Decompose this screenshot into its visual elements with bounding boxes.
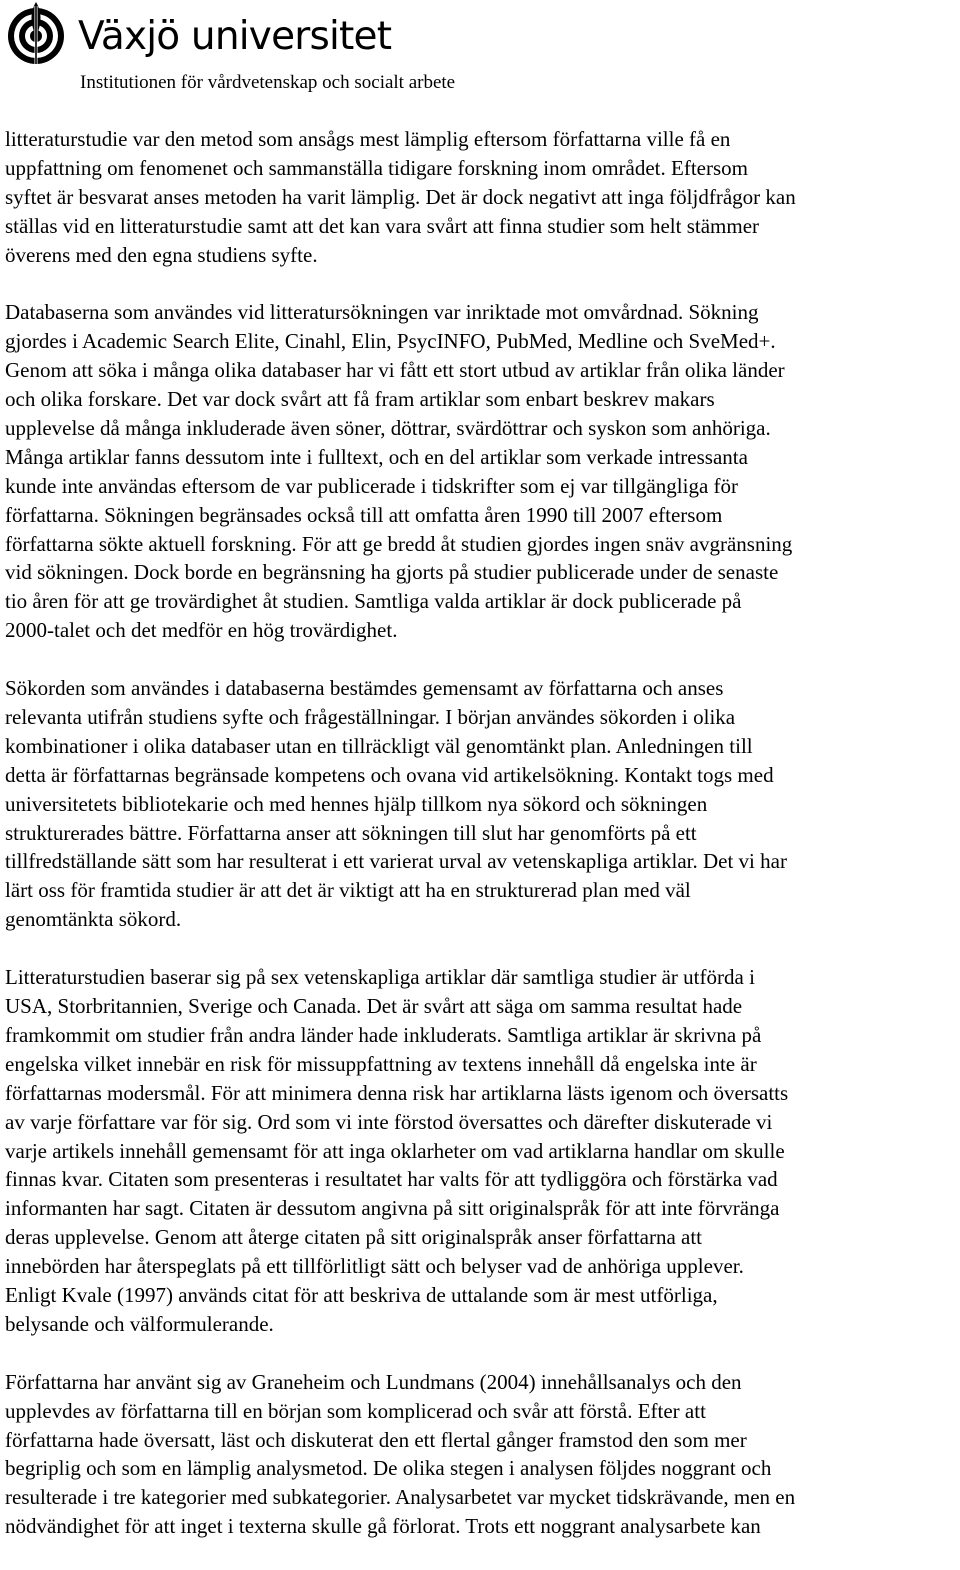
text-line: författarna. Sökningen begränsades också till att omfatta åren 1990 till 2007 eftersom bbox=[5, 502, 723, 527]
text-line: engelska vilket innebär en risk för missuppfattning av textens innehåll då engelska inte är bbox=[5, 1051, 757, 1076]
text-line: gjordes i Academic Search Elite, Cinahl, Elin, PsycINFO, PubMed, Medline och SveMed+. bbox=[5, 329, 776, 354]
paragraph-3 bbox=[5, 674, 960, 934]
text-line: Sökorden som användes i databaserna bestämdes gemensamt av författarna och anses bbox=[5, 676, 724, 701]
text-line: begriplig och som en lämplig analysmetod. De olika stegen i analysen följdes noggrant och bbox=[5, 1456, 772, 1481]
text-line: genomtänkta sökord. bbox=[5, 907, 182, 932]
text-line: belysande och välformulerande. bbox=[5, 1311, 274, 1336]
page-header bbox=[0, 0, 960, 110]
university-name: Växjö universitet bbox=[78, 14, 392, 59]
document-body bbox=[5, 125, 960, 1570]
text-line: Databaserna som användes vid litteratursökningen var inriktade mot omvårdnad. Sökning bbox=[5, 300, 759, 325]
text-line: Genom att söka i många olika databaser har vi fått ett stort utbud av artiklar från olika länder bbox=[5, 358, 785, 383]
paragraph-5 bbox=[5, 1368, 960, 1541]
text-line: resulterade i tre kategorier med subkategorier. Analysarbetet var mycket tidskrävande, men en bbox=[5, 1485, 796, 1510]
text-line: Författarna har använt sig av Graneheim och Lundmans (2004) innehållsanalys och den bbox=[5, 1369, 742, 1394]
text-line: och olika forskare. Det var dock svårt att få fram artiklar som enbart beskrev makars bbox=[5, 387, 715, 412]
text-line: finnas kvar. Citaten som presenteras i resultatet har valts för att tydliggöra och förstärka vad bbox=[5, 1167, 778, 1192]
text-line: strukturerades bättre. Författarna anser att sökningen till slut har genomförts på ett bbox=[5, 820, 697, 845]
text-line: tillfredställande sätt som har resulterat i ett varierat urval av vetenskapliga artiklar. Det vi har bbox=[5, 849, 787, 874]
text-line: uppfattning om fenomenet och sammanställa tidigare forskning inom området. Eftersom bbox=[5, 155, 748, 180]
text-line: deras upplevelse. Genom att återge citaten på sitt originalspråk anser författarna att bbox=[5, 1225, 702, 1250]
text-line: tio åren för att ge trovärdighet åt studien. Samtliga valda artiklar är dock publicerade på bbox=[5, 589, 742, 614]
text-line: Enligt Kvale (1997) används citat för att beskriva de uttalande som är mest utförliga, bbox=[5, 1282, 718, 1307]
text-line: vid sökningen. Dock borde en begränsning ha gjorts på studier publicerade under de senaste bbox=[5, 560, 779, 585]
text-line: författarnas modersmål. För att minimera denna risk har artiklarna lästs igenom och översatts bbox=[5, 1080, 789, 1105]
text-line: författarna hade översatt, läst och diskuterat den ett flertal gånger framstod den som mer bbox=[5, 1427, 747, 1452]
paragraph-2 bbox=[5, 298, 960, 645]
text-line: informanten har sagt. Citaten är dessutom angivna på sitt originalspråk för att inte förvränga bbox=[5, 1196, 780, 1221]
text-line: syftet är besvarat anses metoden ha varit lämplig. Det är dock negativt att inga följdfrågor kan bbox=[5, 184, 796, 209]
text-line: USA, Storbritannien, Sverige och Canada. Det är svårt att säga om samma resultat hade bbox=[5, 994, 743, 1019]
paragraph-4 bbox=[5, 963, 960, 1339]
text-line: författarna sökte aktuell forskning. För att ge bredd åt studien gjordes ingen snäv avgränsning bbox=[5, 531, 793, 556]
text-line: överens med den egna studiens syfte. bbox=[5, 242, 318, 267]
text-line: lärt oss för framtida studier är att det är viktigt att ha en strukturerad plan med väl bbox=[5, 878, 691, 903]
text-line: av varje författare var för sig. Ord som vi inte förstod översattes och därefter diskuterade vi bbox=[5, 1109, 773, 1134]
text-line: kunde inte användas eftersom de var publicerade i tidskrifter som ej var tillgängliga för bbox=[5, 473, 739, 498]
text-line: litteraturstudie var den metod som ansågs mest lämplig eftersom författarna ville få en bbox=[5, 127, 731, 151]
paragraph-1 bbox=[5, 125, 960, 269]
text-line: varje artikels innehåll gemensamt för att inga oklarheter om vad artiklarna handlar om skulle bbox=[5, 1138, 785, 1163]
text-line: ställas vid en litteraturstudie samt att det kan vara svårt att finna studier som helt stämmer bbox=[5, 213, 760, 238]
text-line: innebörden har återspeglats på ett tillförlitligt sätt och belyser vad de anhöriga upplever. bbox=[5, 1254, 744, 1279]
text-line: upplevelse då många inkluderade även söner, döttrar, svärdöttrar och syskon som anhöriga. bbox=[5, 416, 771, 441]
text-line: detta är författarnas begränsade kompetens och ovana vid artikelsökning. Kontakt togs med bbox=[5, 762, 774, 787]
text-line: Många artiklar fanns dessutom inte i fulltext, och en del artiklar som verkade intressanta bbox=[5, 444, 748, 469]
text-line: upplevdes av författarna till en början som komplicerad och svår att förstå. Efter att bbox=[5, 1398, 706, 1423]
text-line: nödvändighet för att inget i texterna skulle gå förlorat. Trots ett noggrant analysarbete kan bbox=[5, 1514, 761, 1539]
vaxjo-universitet-logo-icon bbox=[4, 2, 68, 66]
department-name: Institutionen för vårdvetenskap och socialt arbete bbox=[80, 72, 456, 93]
text-line: universitetets bibliotekarie och med hennes hjälp tillkom nya sökord och sökningen bbox=[5, 791, 708, 816]
text-line: Litteraturstudien baserar sig på sex vetenskapliga artiklar där samtliga studier är utförda i bbox=[5, 965, 755, 990]
text-line: framkommit om studier från andra länder hade inkluderats. Samtliga artiklar är skrivna på bbox=[5, 1022, 762, 1047]
text-line: 2000-talet och det medför en hög trovärdighet. bbox=[5, 618, 398, 643]
text-line: kombinationer i olika databaser utan en tillräckligt väl genomtänkt plan. Anledningen till bbox=[5, 733, 753, 758]
text-line: relevanta utifrån studiens syfte och frågeställningar. I början användes sökorden i olika bbox=[5, 705, 736, 730]
